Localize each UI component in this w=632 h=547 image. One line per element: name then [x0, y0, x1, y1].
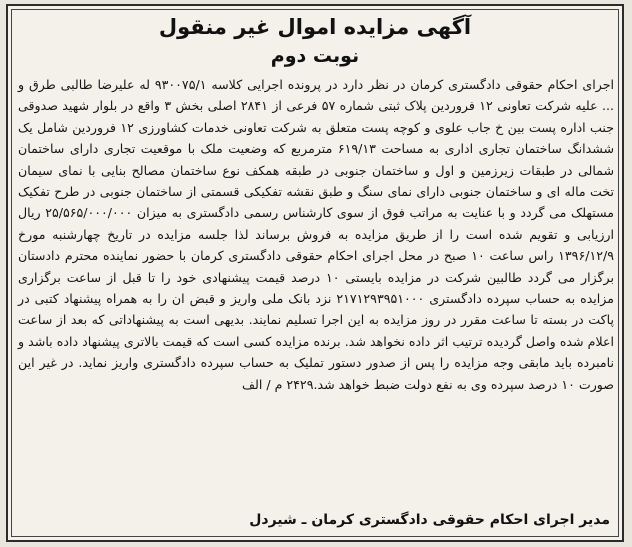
notice-subtitle: نوبت دوم	[270, 45, 360, 67]
notice-body: اجرای احکام حقوقی دادگستری کرمان در نظر دارد در پرونده اجرایی کلاسه ۹۳۰۰۷۵/۱ له علیرضا طالبی طرق و ... علیه شرکت تعاونی ۱۲ فروردین پلاک ثبتی شماره ۵۷ فرعی از ۲۸۴۱ اصلی بخش ۳ واقع در بلوار شهید صدوقی جنب اداره پست بین خ جاب علوی و کوچه پست متعلق به شرکت تعاونی خدمات کشاورزی ۱۲ فروردین شامل یک ششدانگ ساختمان تجاری اداری به مساحت ۶۱۹/۱۳ مترمربع که وضعیت ملک با موقعیت تجاری دارای ساختمان شمالی در طبقات زیرزمین و اول و ساختمان جنوبی در طبقه همکف نوع ساختمان مصالح بنایی با نمای سیمان تخت ماله ای و ساختمان جنوبی دارای نمای سنگ و طبق نقشه تفکیکی قسمتی از ساختمان جنوبی در طرح تفکیک مستهلک می گردد و با عنایت به مراتب فوق از سوی کارشناس رسمی دادگستری به میزان ۲۵/۵۶۵/۰۰۰/۰۰۰ ریال ارزیابی و تقویم شده است را از طریق مزایده به فروش برساند لذا جلسه مزایده در تاریخ چهارشنبه مورخ ۱۳۹۶/۱۲/۹ راس ساعت ۱۰ صبح در محل اجرای احکام حقوقی دادگستری کرمان با حضور نماینده محترم دادستان برگزار می گردد طالبین شرکت در مزایده بایستی ۱۰ درصد قیمت پیشنهادی خود را تا قبل از ساعت برگزاری مزایده به حساب سپرده دادگستری ۲۱۷۱۲۹۳۹۵۱۰۰۰ نزد بانک ملی واریز و قبض ان را به همراه پیشنهاد کتبی در پاکت در بسته تا ساعت مقرر در روز مزایده به این اجرا تسلیم نمایند. بدیهی است به پیشنهاداتی که بعد از ساعت اعلام شده واصل گردیده ترتیب اثر داده نخواهد شد. برنده مزایده کسی است که قیمت بالاتری پیشنهاد داده باشد و نامبرده باید مابقی وجه مزایده را پس از صدور دستور تملیک به حساب سپرده دادگستری واریز نماید. در غیر این صورت ۱۰ درصد سپرده وی به نفع دولت ضبط خواهد شد.۲۴۲۹ م / الف	[18, 77, 615, 392]
notice-signature: مدیر اجرای احکام حقوقی دادگستری کرمان ـ شیردل	[249, 512, 610, 528]
notice-title: آگهی مزایده اموال غیر منقول	[158, 15, 472, 39]
auction-notice	[6, 4, 624, 542]
